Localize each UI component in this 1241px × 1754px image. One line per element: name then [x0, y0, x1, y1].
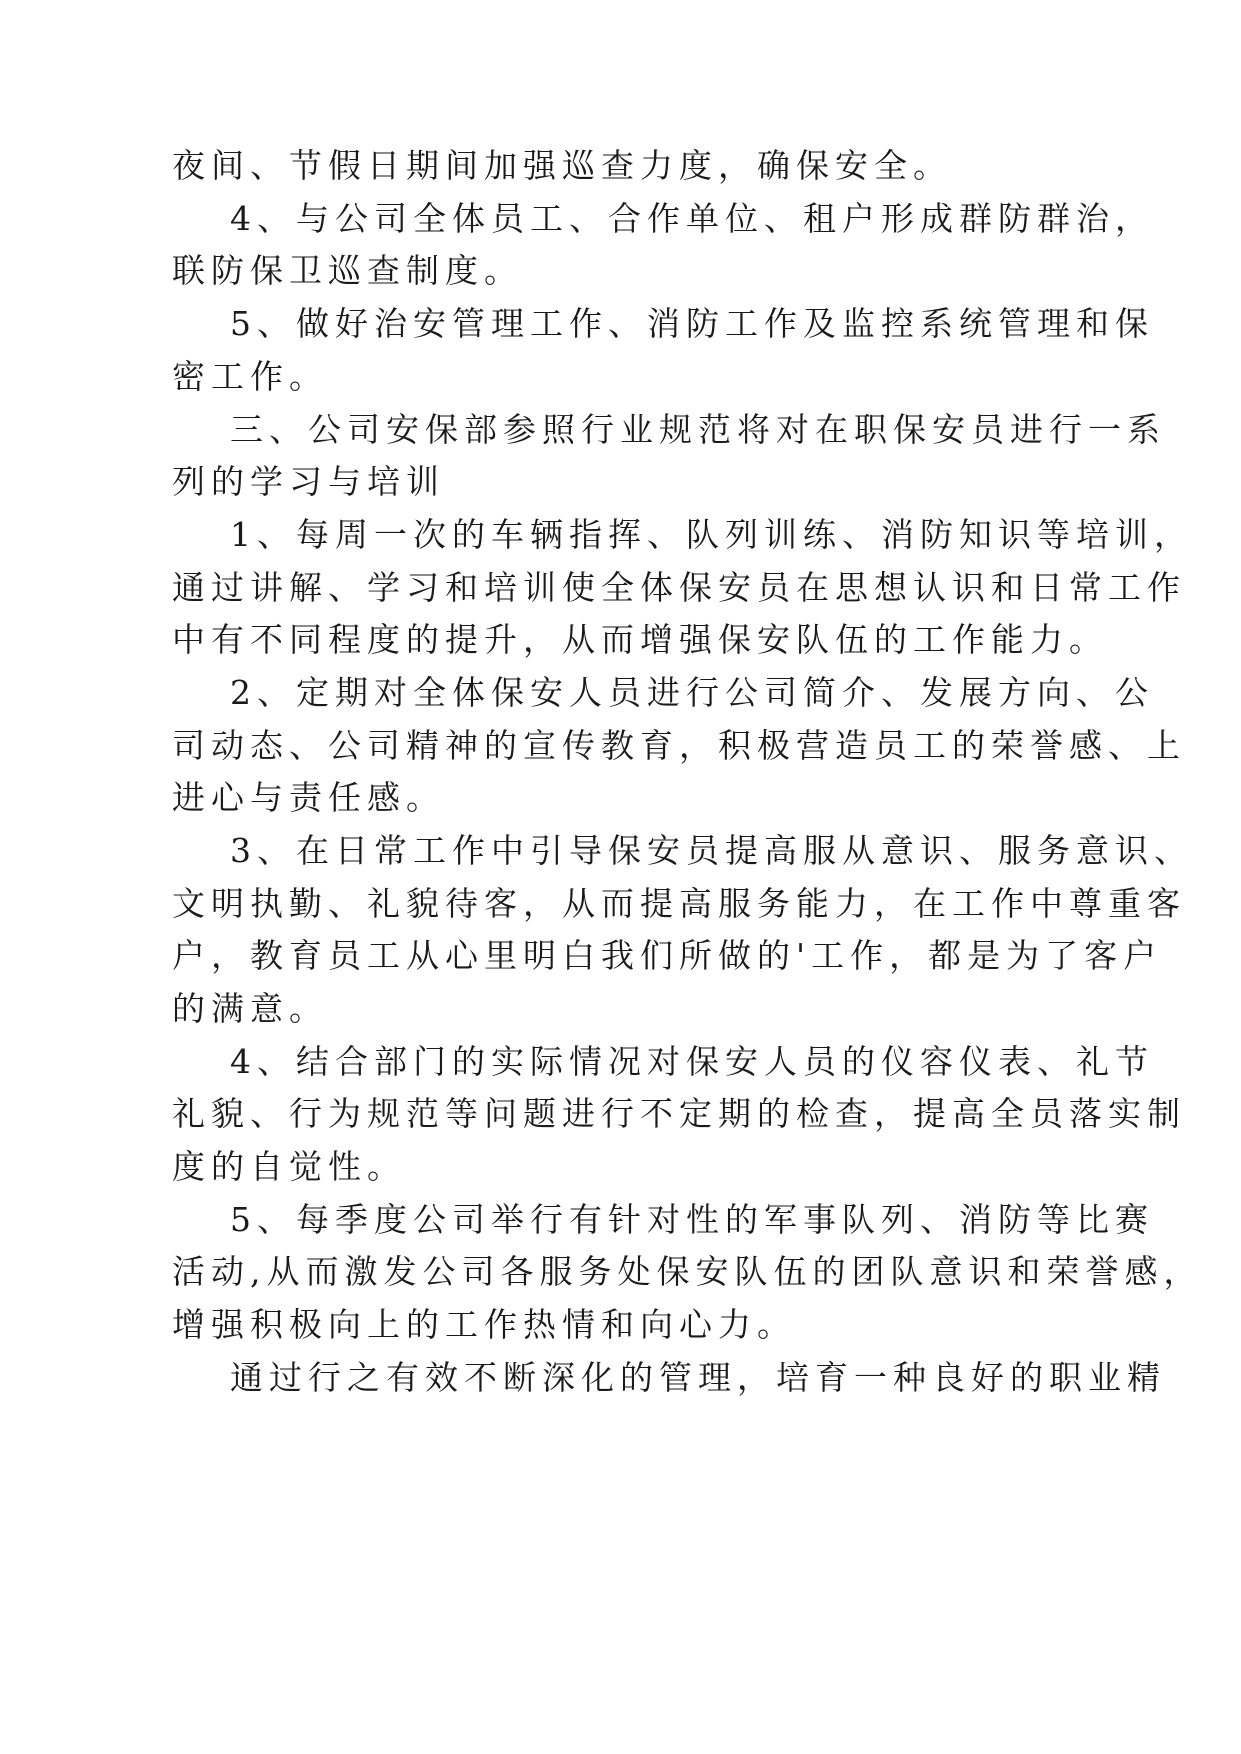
- text-line: 1、每周一次的车辆指挥、队列训练、消防知识等培训，: [230, 515, 1193, 554]
- text-line: 增强积极向上的工作热情和向心力。: [172, 1305, 796, 1344]
- text-line: 活动,从而激发公司各服务处保安队伍的团队意识和荣誉感，: [172, 1252, 1203, 1291]
- text-line: 三、公司安保部参照行业规范将对在职保安员进行一系: [230, 410, 1166, 449]
- text-line: 夜间、节假日期间加强巡查力度，确保安全。: [172, 146, 952, 185]
- text-line: 联防保卫巡查制度。: [172, 251, 523, 290]
- text-line: 通过讲解、学习和培训使全体保安员在思想认识和日常工作: [172, 568, 1186, 607]
- text-line: 礼貌、行为规范等问题进行不定期的检查，提高全员落实制: [172, 1094, 1186, 1133]
- text-line: 中有不同程度的提升，从而增强保安队伍的工作能力。: [172, 620, 1108, 659]
- text-line: 司动态、公司精神的宣传教育，积极营造员工的荣誉感、上: [172, 726, 1186, 765]
- text-line: 5、做好治安管理工作、消防工作及监控系统管理和保: [230, 304, 1154, 343]
- text-line: 4、结合部门的实际情况对保安人员的仪容仪表、礼节: [230, 1042, 1154, 1081]
- text-line: 进心与责任感。: [172, 778, 445, 817]
- text-line: 度的自觉性。: [172, 1147, 406, 1186]
- text-line: 5、每季度公司举行有针对性的军事队列、消防等比赛: [230, 1200, 1154, 1239]
- text-line: 3、在日常工作中引导保安员提高服从意识、服务意识、: [230, 831, 1193, 870]
- text-line: 列的学习与培训: [172, 462, 445, 501]
- text-line: 4、与公司全体员工、合作单位、租户形成群防群治，: [230, 199, 1154, 238]
- text-line: 的满意。: [172, 989, 328, 1028]
- text-line: 密工作。: [172, 357, 328, 396]
- text-line: 通过行之有效不断深化的管理，培育一种良好的职业精: [230, 1358, 1166, 1397]
- text-line: 户，教育员工从心里明白我们所做的'工作，都是为了客户: [172, 936, 1163, 975]
- text-line: 2、定期对全体保安人员进行公司简介、发展方向、公: [230, 673, 1154, 712]
- text-line: 文明执勤、礼貌待客，从而提高服务能力，在工作中尊重客: [172, 884, 1186, 923]
